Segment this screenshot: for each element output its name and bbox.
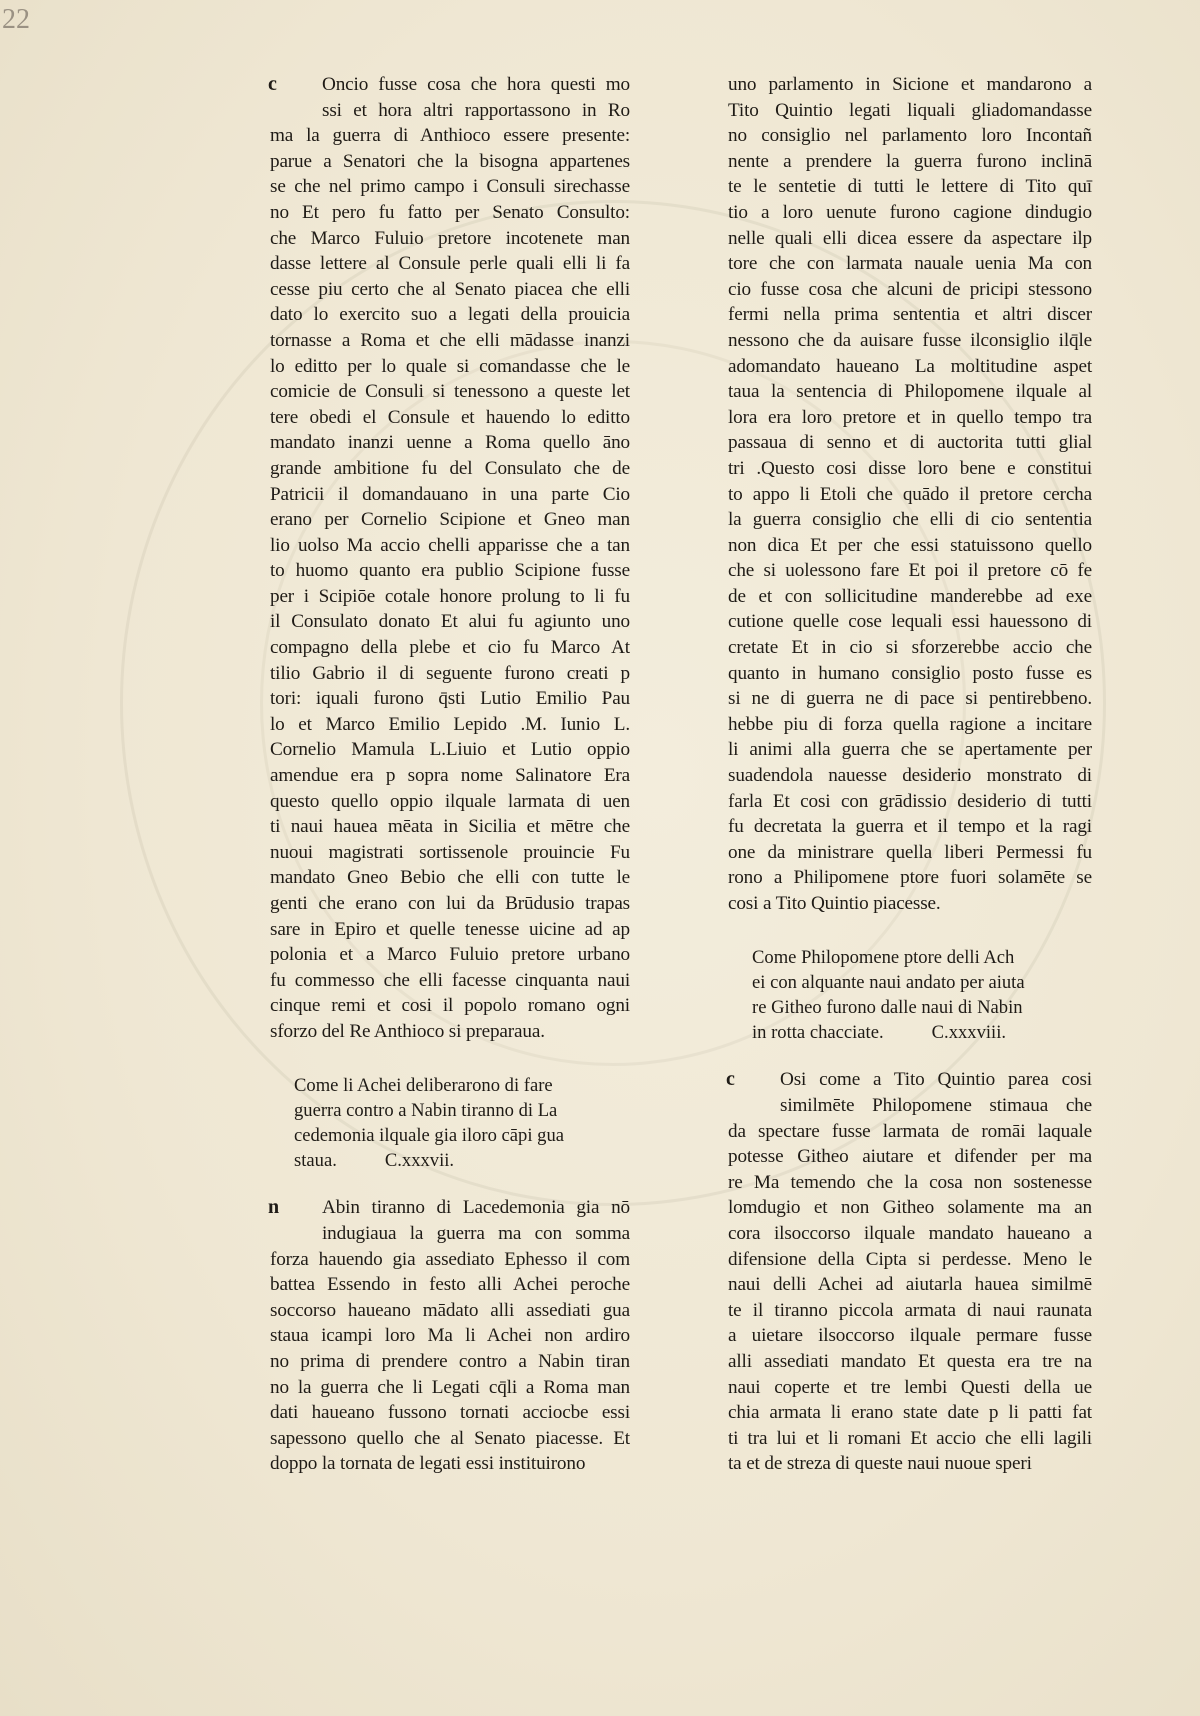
text-line: sforzo del Re Anthioco si preparaua. xyxy=(270,1020,545,1042)
text-line: tio a loro uenute furono cagione dindugio xyxy=(728,201,1092,223)
text-line: non dica Et per che essi statuissono quello xyxy=(728,534,1092,556)
text-line: quanto in humano consiglio posto fusse es xyxy=(728,662,1092,684)
paragraph-lines xyxy=(270,1247,630,1477)
text-line: re Githeo furono dalle naui di Nabin xyxy=(752,997,1023,1018)
text-line: guerra contro a Nabin tiranno di La xyxy=(294,1099,558,1121)
text-line: cretate Et in cio si sforzerebbe accio che xyxy=(728,637,1092,659)
heading-lines xyxy=(752,945,1092,1046)
text-line: nente a prendere la guerra furono inclinā xyxy=(728,150,1092,172)
text-line: chia armata li erano state date p li patti fat xyxy=(728,1402,1092,1424)
text-line: to huomo quanto era publio Scipione fusse xyxy=(270,560,630,582)
text-line: nuoui magistrati sortissenole prouincie Fu xyxy=(270,841,630,863)
text-line: in rotta chacciate. C.xxxviii. xyxy=(752,1020,1092,1045)
text-line: da spectare fusse larmata de romāi laquale xyxy=(728,1120,1092,1142)
text-line: te il tiranno piccola armata di naui raunata xyxy=(728,1299,1092,1321)
initial-guide-letter: c xyxy=(268,73,277,95)
text-line: naui coperte et tre lembi Questi della ue xyxy=(728,1376,1092,1398)
text-line: suadendola nauesse desiderio monstrato di xyxy=(728,765,1092,787)
text-line: sapessono quello che al Senato piacesse. Et xyxy=(270,1427,630,1449)
text-line: re Ma temendo che la cosa non sostenesse xyxy=(728,1171,1092,1193)
right-column xyxy=(728,72,1092,1477)
text-line: cedemonia ilquale gia iloro cāpi gua xyxy=(294,1124,565,1146)
paragraph-indented-lines xyxy=(270,1195,630,1246)
text-line: no la guerra che li Legati cq̄li a Roma man xyxy=(270,1376,630,1398)
text-line: lo editto per lo quale si comandasse che le xyxy=(270,355,630,377)
text-line: farla Et cosi con grādissio desiderio di tutti xyxy=(728,790,1092,812)
paragraph-lines xyxy=(728,72,1092,917)
text-line: to appo li Etoli che quādo il pretore cercha xyxy=(728,483,1092,505)
text-line: lomdugio et non Githeo solamente ma an xyxy=(728,1197,1092,1219)
text-line: fermi nella prima sententia et altri discer xyxy=(728,304,1092,326)
text-line: staua. C.xxxvii. xyxy=(294,1148,630,1173)
text-line: hebbe piu di forza quella ragione a incitare xyxy=(728,713,1092,735)
text-line: cesse piu certo che al Senato piacea che elli xyxy=(270,278,630,300)
text-line: a uietare ilsoccorso ilquale permare fusse xyxy=(728,1325,1092,1347)
text-line: potesse Githeo aiutare et difender per ma xyxy=(728,1146,1092,1168)
text-line: naui delli Achei ad aiutarla hauea similmē xyxy=(728,1274,1092,1296)
text-line: per i Scipiōe cotale honore prolung to li fu xyxy=(270,585,630,607)
text-line: ti tra lui et li romani Et accio che elli lagili xyxy=(728,1427,1092,1449)
text-line: passaua di senno et di auctorita tutti glial xyxy=(728,432,1092,454)
text-line: ma la guerra di Anthioco essere presente: xyxy=(270,125,630,147)
text-line: ta et de streza di queste naui nuoue speri xyxy=(728,1453,1032,1475)
corner-smudge: 22 xyxy=(2,4,30,35)
text-line: parue a Senatori che la bisogna appartenes xyxy=(270,150,630,172)
text-line: tornasse a Roma et che elli mādasse inanzi xyxy=(270,329,630,351)
paragraph xyxy=(728,72,1092,917)
text-line: Tito Quintio legati liquali gliadomandasse xyxy=(728,99,1092,121)
text-line: tori: iquali furono q̄sti Lutio Emilio Pau xyxy=(270,688,630,710)
text-line: se che nel primo campo i Consuli sirechasse xyxy=(270,176,630,198)
text-line: similmēte Philopomene stimaua che xyxy=(780,1095,1092,1116)
chapter-heading xyxy=(294,1073,630,1174)
text-line: rono a Philipomene ptore fuori solamēte se xyxy=(728,867,1092,889)
left-column xyxy=(270,72,630,1477)
text-line: cio fusse cosa che alcuni de pricipi stessono xyxy=(728,278,1092,300)
text-line: cinque remi et cosi il popolo romano ogni xyxy=(270,995,630,1017)
text-line: comicie de Consuli si tenessono a queste let xyxy=(270,381,630,403)
text-line: soccorso haueano mādato alli assediati gua xyxy=(270,1299,630,1321)
text-line: forza hauendo gia assediato Ephesso il com xyxy=(270,1248,630,1270)
text-line: genti che erano con lui da Brūdusio trapas xyxy=(270,893,630,914)
paragraph xyxy=(270,72,630,1045)
text-line: si ne di guerra ne di pace si pentirebbeno. xyxy=(728,688,1092,710)
chapter-heading xyxy=(752,945,1092,1046)
text-line: ssi et hora altri rapportassono in Ro xyxy=(322,99,630,121)
text-line: tore che con larmata nauale uenia Ma con xyxy=(728,253,1092,275)
text-line: la guerra consiglio che elli di cio sententia xyxy=(728,509,1092,531)
text-line: lora era loro pretore et in quello tempo tra xyxy=(728,406,1092,428)
text-line: sare in Epiro et quelle tenesse uicine ad ap xyxy=(270,918,630,940)
text-line: ei con alquante naui andato per aiuta xyxy=(752,971,1025,993)
text-line: cutione quelle cose lequali essi hauessono di xyxy=(728,611,1092,633)
text-line: uno parlamento in Sicione et mandarono a xyxy=(728,74,1092,95)
text-line: che si uolessono fare Et poi il pretore cō fe xyxy=(728,560,1092,582)
paragraph-lines xyxy=(728,1119,1092,1477)
text-line: lio uolso Ma accio chelli apparisse che a tan xyxy=(270,534,630,556)
text-line: cora ilsoccorso ilquale mandato haueano a xyxy=(728,1222,1092,1244)
text-line: nessono che da auisare fusse ilconsiglio ilq̄le xyxy=(728,329,1092,351)
text-line: taua la sentencia di Philopomene ilquale al xyxy=(728,381,1092,403)
initial-guide-letter: c xyxy=(726,1068,735,1091)
text-line: te le sentetie di tutti le lettere di Tito quī xyxy=(728,176,1092,198)
paragraph xyxy=(728,1067,1092,1477)
text-line: tere obedi el Consule et hauendo lo editto xyxy=(270,406,630,428)
text-line: Oncio fusse cosa che hora questi mo xyxy=(322,74,630,95)
text-line: no Et pero fu fatto per Senato Consulto: xyxy=(270,201,630,223)
text-line: dasse lettere al Consule perle quali elli li fa xyxy=(270,253,630,275)
text-line: mandato inanzi uenne a Roma quello āno xyxy=(270,432,630,454)
text-line: Abin tiranno di Lacedemonia gia nō xyxy=(322,1197,630,1219)
paragraph-indented-lines xyxy=(728,1067,1092,1118)
text-line: tilio Gabrio il di seguente furono creati p xyxy=(270,662,630,684)
paragraph-lines xyxy=(270,123,630,1044)
text-line: nelle quali elli dicea essere da aspectare ilp xyxy=(728,227,1092,249)
text-line: grande ambitione fu del Consulato che de xyxy=(270,457,630,479)
text-line: Come li Achei deliberarono di fare xyxy=(294,1074,553,1096)
chapter-number: C.xxxviii. xyxy=(931,1022,1007,1044)
text-line: no consiglio nel parlamento loro Incontañ xyxy=(728,125,1092,147)
text-line: alli assediati mandato Et questa era tre na xyxy=(728,1350,1092,1372)
paragraph xyxy=(270,1195,630,1477)
text-line: doppo la tornata de legati essi instituirono xyxy=(270,1453,586,1475)
heading-lines xyxy=(294,1073,630,1174)
chapter-number: C.xxxvii. xyxy=(384,1150,455,1172)
text-line: dati haueano fussono tornati acciocbe essi xyxy=(270,1402,630,1424)
text-line: indugiaua la guerra ma con somma xyxy=(322,1222,630,1244)
text-line: dato lo exercito suo a legati della prouicia xyxy=(270,304,630,326)
text-line: lo et Marco Emilio Lepido .M. Iunio L. xyxy=(270,713,630,735)
text-line: mandato Gneo Bebio che elli con tutte le xyxy=(270,867,630,889)
text-line: Come Philopomene ptore delli Ach xyxy=(752,946,1015,968)
text-line: adomandato haueano La moltitudine aspet xyxy=(728,355,1092,377)
text-line: de et con sollicitudine manderebbe ad exe xyxy=(728,585,1092,607)
text-line: il Consulato donato Et alui fu agiunto uno xyxy=(270,611,630,633)
text-line: staua icampi loro Ma li Achei non ardiro xyxy=(270,1325,630,1347)
text-line: erano per Cornelio Scipione et Gneo man xyxy=(270,509,630,531)
text-line: che Marco Fuluio pretore incotenete man xyxy=(270,227,630,249)
initial-guide-letter: n xyxy=(268,1196,279,1219)
text-line: one da ministrare quella liberi Permessi fu xyxy=(728,841,1092,863)
text-line: fu commesso che elli facesse cinquanta naui xyxy=(270,969,630,991)
text-line: ti naui hauea mēata in Sicilia et mētre che xyxy=(270,816,630,838)
text-line: polonia et a Marco Fuluio pretore urbano xyxy=(270,944,630,966)
text-line: difensione della Cipta si perdesse. Meno le xyxy=(728,1248,1092,1270)
text-line: li animi alla guerra che se apertamente per xyxy=(728,739,1092,761)
text-line: Cornelio Mamula L.Liuio et Lutio oppio xyxy=(270,739,630,761)
paragraph-indented-lines xyxy=(270,72,630,123)
text-line: fu decretata la guerra et il tempo et la ragi xyxy=(728,816,1092,838)
text-line: Osi come a Tito Quintio parea cosi xyxy=(780,1069,1092,1091)
text-line: battea Essendo in festo alli Achei peroche xyxy=(270,1274,630,1296)
text-line: cosi a Tito Quintio piacesse. xyxy=(728,893,941,914)
text-line: compagno della plebe et cio fu Marco At xyxy=(270,637,630,659)
text-line: questo quello oppio ilquale larmata di uen xyxy=(270,790,630,812)
text-line: Patricii il domandauano in una parte Cio xyxy=(270,483,630,505)
text-line: amendue era p sopra nome Salinatore Era xyxy=(270,765,630,787)
text-line: no prima di prendere contro a Nabin tiran xyxy=(270,1350,630,1372)
text-line: tri .Questo cosi disse loro bene e constitui xyxy=(728,457,1092,479)
